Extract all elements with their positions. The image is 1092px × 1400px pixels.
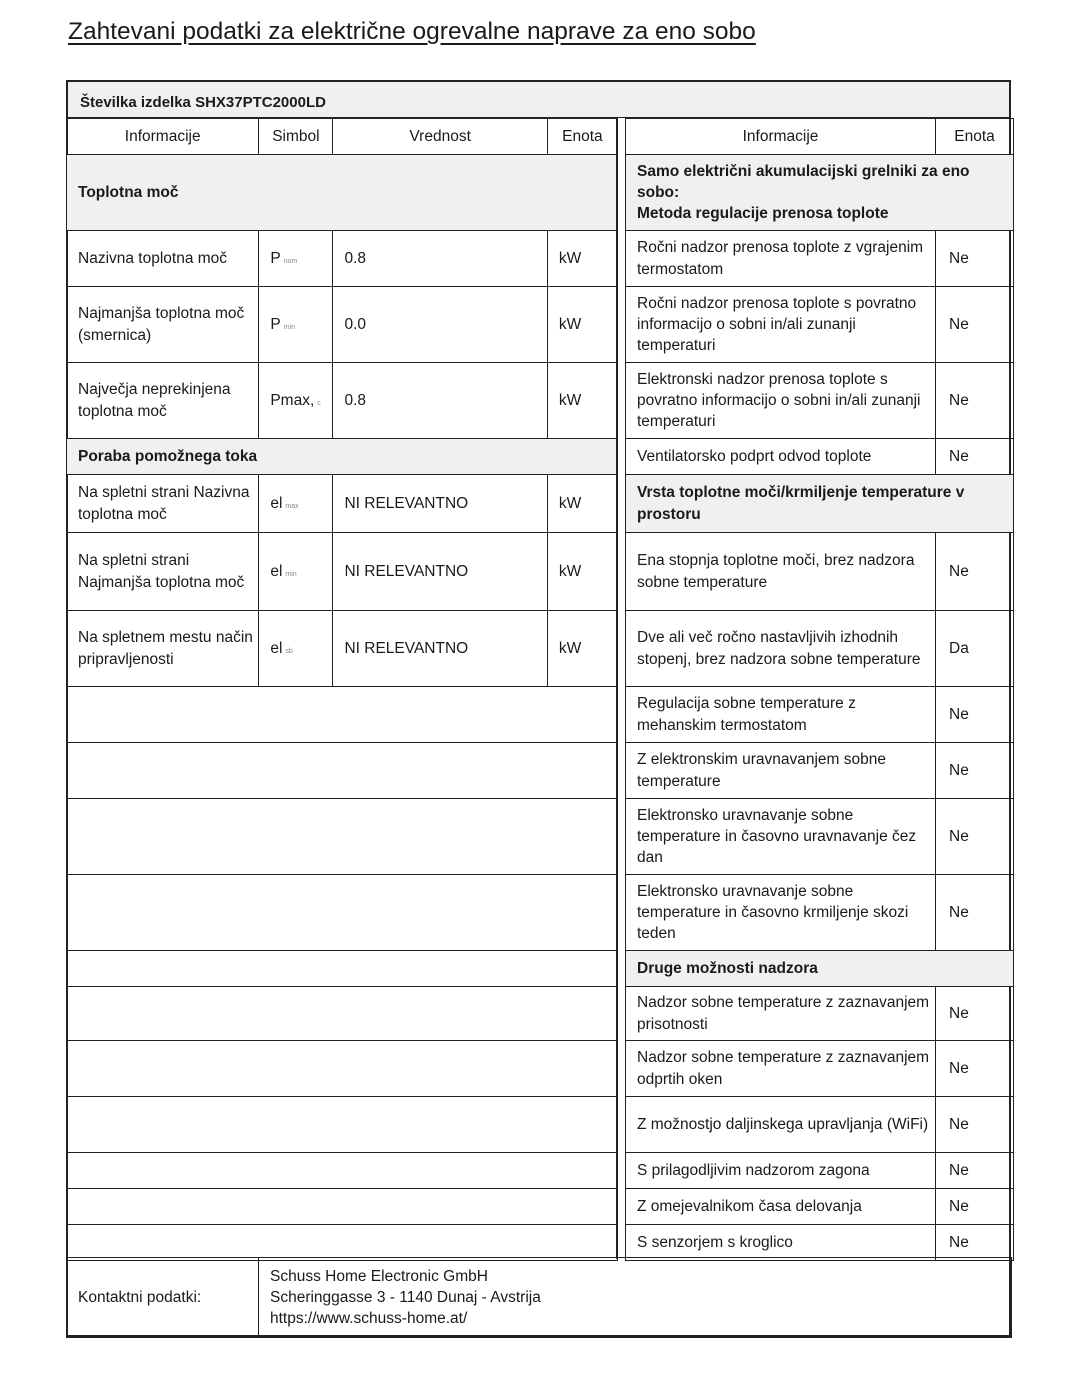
row-unit: kW (547, 533, 617, 611)
col-header-enota: Enota (547, 119, 617, 155)
row-info: S senzorjem s kroglico (626, 1225, 936, 1261)
row-info: Elektronski nadzor prenosa toplote s povratno informacijo o sobni in/ali zunanji temperaturi (626, 363, 936, 439)
row-symbol: el sb (259, 611, 333, 687)
row-value: 0.8 (333, 231, 547, 287)
empty-row (67, 1153, 618, 1189)
section-title: Toplotna moč (67, 155, 618, 231)
row-info: S prilagodljivim nadzorom zagona (626, 1153, 936, 1189)
row-info: Ročni nadzor prenosa toplote s povratno informacijo o sobni in/ali zunanji temperaturi (626, 287, 936, 363)
left-header-row (67, 119, 618, 155)
row-info: Dve ali več ročno nastavljivih izhodnih stopenj, brez nadzora sobne temperature (626, 611, 936, 687)
table-row (626, 987, 1014, 1041)
empty-row (67, 875, 618, 951)
empty-row (67, 1041, 618, 1097)
row-value: Ne (936, 363, 1014, 439)
section-auxiliary-power (67, 439, 618, 475)
empty-row (67, 1189, 618, 1225)
row-value: Ne (936, 439, 1014, 475)
table-divider (616, 118, 618, 1259)
section-heat-output (67, 155, 618, 231)
table-row (626, 1041, 1014, 1097)
row-info: Ventilatorsko podprt odvod toplote (626, 439, 936, 475)
table-row (67, 287, 618, 363)
row-info: Na spletni strani Najmanjša toplotna moč (67, 533, 259, 611)
table-row (626, 799, 1014, 875)
table-row (626, 1153, 1014, 1189)
row-value: Ne (936, 1097, 1014, 1153)
right-data-table (625, 118, 1014, 1261)
table-row (67, 533, 618, 611)
row-unit: kW (547, 475, 617, 533)
row-info: Ena stopnja toplotne moči, brez nadzora sobne temperature (626, 533, 936, 611)
row-info: Največja neprekinjena toplotna moč (67, 363, 259, 439)
col-header-vrednost: Vrednost (333, 119, 547, 155)
contact-details (259, 1258, 1012, 1338)
table-row (67, 363, 618, 439)
section-title: Druge možnosti nadzora (626, 951, 1014, 987)
section-title: Vrsta toplotne moči/krmiljenje temperature v prostoru (626, 475, 1014, 533)
empty-row (67, 743, 618, 799)
row-value: Ne (936, 231, 1014, 287)
contact-url[interactable]: https://www.schuss-home.at/ (270, 1310, 468, 1328)
table-row (626, 1097, 1014, 1153)
row-value: Ne (936, 875, 1014, 951)
row-value: Ne (936, 743, 1014, 799)
table-row (626, 363, 1014, 439)
section-other-controls (626, 951, 1014, 987)
contact-row (67, 1258, 1012, 1338)
table-row (626, 533, 1014, 611)
row-value: Ne (936, 1041, 1014, 1097)
row-value: NI RELEVANTNO (333, 611, 547, 687)
row-value: Ne (936, 799, 1014, 875)
row-value: 0.0 (333, 287, 547, 363)
section-heat-output-type (626, 475, 1014, 533)
contact-table (66, 1257, 1012, 1338)
table-row (626, 611, 1014, 687)
row-symbol: Pmax, c (259, 363, 333, 439)
row-value: Ne (936, 533, 1014, 611)
table-row (67, 475, 618, 533)
right-header-row (626, 119, 1014, 155)
row-info: Regulacija sobne temperature z mehanskim termostatom (626, 687, 936, 743)
contact-label: Kontaktni podatki: (67, 1258, 259, 1338)
row-info: Nadzor sobne temperature z zaznavanjem prisotnosti (626, 987, 936, 1041)
row-value: Ne (936, 687, 1014, 743)
row-value: 0.8 (333, 363, 547, 439)
section-storage-heaters (626, 155, 1014, 231)
section-title: Poraba pomožnega toka (67, 439, 618, 475)
col-header-simbol: Simbol (259, 119, 333, 155)
empty-row (67, 1225, 618, 1261)
row-value: Ne (936, 1225, 1014, 1261)
row-unit: kW (547, 363, 617, 439)
document-title: Zahtevani podatki za električne ogrevalne naprave za eno sobo (68, 18, 756, 45)
row-info: Na spletni strani Nazivna toplotna moč (67, 475, 259, 533)
row-value: Ne (936, 287, 1014, 363)
row-value: Ne (936, 1153, 1014, 1189)
product-number: Številka izdelka SHX37PTC2000LD (68, 82, 1009, 118)
row-value: Ne (936, 1189, 1014, 1225)
table-row (626, 439, 1014, 475)
row-unit: kW (547, 287, 617, 363)
empty-row (67, 1097, 618, 1153)
empty-row (67, 951, 618, 987)
row-value: Da (936, 611, 1014, 687)
table-row (626, 687, 1014, 743)
table-row (626, 875, 1014, 951)
contact-address: Scheringgasse 3 - 1140 Dunaj - Avstrija (270, 1288, 541, 1306)
section-title: Samo električni akumulacijski grelniki za eno sobo: Metoda regulacije prenosa toplote (626, 155, 1014, 231)
row-info: Nazivna toplotna moč (67, 231, 259, 287)
energy-info-table-frame (66, 80, 1011, 1337)
table-row (626, 743, 1014, 799)
row-symbol: P min (259, 287, 333, 363)
empty-row (67, 799, 618, 875)
row-unit: kW (547, 611, 617, 687)
contact-company: Schuss Home Electronic GmbH (270, 1267, 488, 1285)
table-row (67, 231, 618, 287)
left-data-table (66, 118, 618, 1261)
row-value: NI RELEVANTNO (333, 533, 547, 611)
empty-row (67, 687, 618, 743)
row-info: Z možnostjo daljinskega upravljanja (WiFi) (626, 1097, 936, 1153)
row-info: Z omejevalnikom časa delovanja (626, 1189, 936, 1225)
row-value: Ne (936, 987, 1014, 1041)
row-info: Elektronsko uravnavanje sobne temperature in časovno uravnavanje čez dan (626, 799, 936, 875)
table-row (626, 287, 1014, 363)
table-row (67, 611, 618, 687)
row-unit: kW (547, 231, 617, 287)
row-info: Najmanjša toplotna moč (smernica) (67, 287, 259, 363)
row-info: Na spletnem mestu način pripravljenosti (67, 611, 259, 687)
table-row (626, 231, 1014, 287)
col-header-informacije: Informacije (67, 119, 259, 155)
empty-row (67, 987, 618, 1041)
row-symbol: el max (259, 475, 333, 533)
row-value: NI RELEVANTNO (333, 475, 547, 533)
col-header-informacije: Informacije (626, 119, 936, 155)
col-header-enota: Enota (936, 119, 1014, 155)
row-info: Ročni nadzor prenosa toplote z vgrajenim termostatom (626, 231, 936, 287)
row-symbol: P nom (259, 231, 333, 287)
row-symbol: el min (259, 533, 333, 611)
row-info: Nadzor sobne temperature z zaznavanjem odprtih oken (626, 1041, 936, 1097)
row-info: Elektronsko uravnavanje sobne temperature in časovno krmiljenje skozi teden (626, 875, 936, 951)
row-info: Z elektronskim uravnavanjem sobne temperature (626, 743, 936, 799)
table-row (626, 1225, 1014, 1261)
table-row (626, 1189, 1014, 1225)
